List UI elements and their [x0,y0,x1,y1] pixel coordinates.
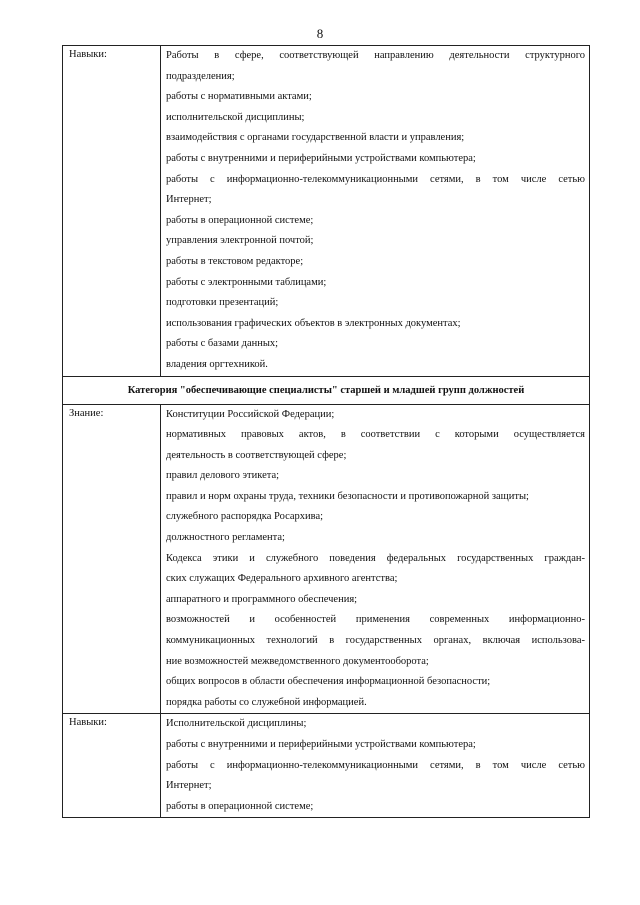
list-item: подразделения; [166,70,235,82]
list-item: Исполнительской дисциплины; [166,718,307,730]
table-row-category [63,376,590,404]
list-item: исполнительской дисциплины; [166,111,305,123]
row-label-knowledge: Знание: [63,404,161,714]
list-item: Конституции Российской Федерации; [166,408,335,420]
list-item: аппаратного и программного обеспечения; [166,593,358,605]
table-row-skills-top [63,46,590,377]
list-item: правил и норм охраны труда, техники безопасности и противопожарной защиты; [166,490,529,502]
list-item: работы с электронными таблицами; [166,276,327,288]
list-item: работы с внутренними и периферийными устройствами компьютера; [166,152,476,164]
list-item: служебного распорядка Росархива; [166,511,324,523]
list-item: порядка работы со служебной информацией. [166,696,367,708]
list-item: подготовки презентаций; [166,297,279,309]
table-row-skills-bottom [63,714,590,818]
list-item: деятельность в соответствующей сфере; [166,449,347,461]
list-item: взаимодействия с органами государственной власти и управления; [166,132,465,144]
list-item: Интернет; [166,194,212,206]
list-item: общих вопросов в области обеспечения информационной безопасности; [166,676,491,688]
list-item: должностного регламента; [166,532,285,544]
list-item: работы в текстовом редакторе; [166,255,304,267]
list-item: управления электронной почтой; [166,235,314,247]
list-item: работы с информационно-телекоммуникационными сетями, в том числе сетью [166,173,585,185]
skills-bottom-list [161,714,590,818]
table-row-knowledge [63,404,590,714]
list-item: Работы в сфере, соответствующей направлению деятельности структурного [166,50,585,61]
list-item: коммуникационных технологий в государственных органах, включая использова- [166,635,585,647]
knowledge-list [161,404,590,714]
list-item: владения оргтехникой. [166,358,268,370]
list-item: работы с информационно-телекоммуникационными сетями, в том числе сетью [166,759,585,771]
list-item: ние возможностей межведомственного документооборота; [166,655,429,667]
skills-top-list [161,46,590,377]
category-title: Категория "обеспечивающие специалисты" старшей и младшей групп должностей [63,376,590,404]
list-item: возможностей и особенностей применения современных информационно- [166,614,585,626]
list-item: Кодекса этики и служебного поведения федеральных государственных граждан- [166,552,585,564]
list-item: работы в операционной системе; [166,800,314,812]
list-item: нормативных правовых актов, в соответствии с которыми осуществляется [166,429,585,441]
list-item: ских служащих Федерального архивного агентства; [166,573,398,585]
requirements-table [62,45,590,818]
list-item: использования графических объектов в электронных документах; [166,317,461,329]
row-label-skills-bottom: Навыки: [63,714,161,818]
page-number: 8 [316,26,324,41]
list-item: Интернет; [166,780,212,792]
list-item: работы с базами данных; [166,338,279,350]
list-item: работы с внутренними и периферийными устройствами компьютера; [166,739,476,750]
row-label-skills-top: Навыки: [63,46,161,377]
list-item: работы с нормативными актами; [166,91,312,103]
list-item: правил делового этикета; [166,470,280,482]
list-item: работы в операционной системе; [166,214,314,226]
